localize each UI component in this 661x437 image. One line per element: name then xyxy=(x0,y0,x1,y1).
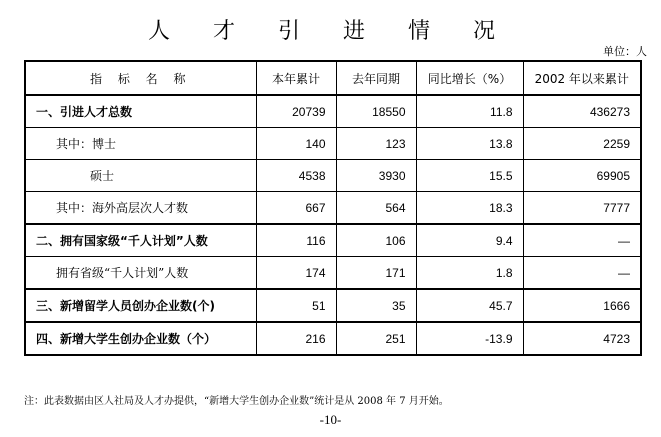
cell-growth: 11.8 xyxy=(416,95,523,128)
table-row xyxy=(25,224,641,257)
header-last-year: 去年同期 xyxy=(336,61,416,95)
header-growth: 同比增长（%） xyxy=(416,61,523,95)
cell-cumulative: 69905 xyxy=(523,160,641,192)
cell-current-year: 174 xyxy=(256,257,336,290)
cell-last-year: 251 xyxy=(336,322,416,355)
row-label: 二、拥有国家级“千人计划”人数 xyxy=(25,224,256,257)
page-title: 人 才 引 进 情 况 xyxy=(148,19,513,44)
cell-current-year: 20739 xyxy=(256,95,336,128)
row-label: 其中：海外高层次人才数 xyxy=(25,192,256,225)
cell-last-year: 106 xyxy=(336,224,416,257)
cell-current-year: 216 xyxy=(256,322,336,355)
cell-last-year: 35 xyxy=(336,289,416,322)
cell-growth: 18.3 xyxy=(416,192,523,225)
cell-growth: 1.8 xyxy=(416,257,523,290)
table-row xyxy=(25,160,641,192)
row-label: 四、新增大学生创办企业数（个） xyxy=(25,322,256,355)
cell-current-year: 140 xyxy=(256,128,336,160)
table-row xyxy=(25,257,641,290)
table-row xyxy=(25,95,641,128)
table-note: 注：此表数据由区人社局及人才办提供，“新增大学生创办企业数”统计是从 2008 年 7 月开始。 xyxy=(24,396,449,407)
cell-cumulative: 2259 xyxy=(523,128,641,160)
cell-growth: -13.9 xyxy=(416,322,523,355)
cell-last-year: 171 xyxy=(336,257,416,290)
cell-cumulative: — xyxy=(523,224,641,257)
table-row xyxy=(25,289,641,322)
cell-cumulative: — xyxy=(523,257,641,290)
row-label: 其中：博士 xyxy=(25,128,256,160)
cell-current-year: 116 xyxy=(256,224,336,257)
cell-last-year: 123 xyxy=(336,128,416,160)
talent-stats-table xyxy=(24,60,642,356)
table-row xyxy=(25,192,641,225)
cell-current-year: 667 xyxy=(256,192,336,225)
table-row xyxy=(25,322,641,355)
header-indicator: 指 标 名 称 xyxy=(25,61,256,95)
cell-growth: 13.8 xyxy=(416,128,523,160)
cell-last-year: 18550 xyxy=(336,95,416,128)
cell-current-year: 4538 xyxy=(256,160,336,192)
row-label: 拥有省级“千人计划”人数 xyxy=(25,257,256,290)
table-header-row xyxy=(25,61,641,95)
cell-last-year: 3930 xyxy=(336,160,416,192)
cell-last-year: 564 xyxy=(336,192,416,225)
page-number: -10- xyxy=(319,412,342,427)
unit-label: 单位：人 xyxy=(603,45,647,58)
cell-growth: 45.7 xyxy=(416,289,523,322)
cell-cumulative: 1666 xyxy=(523,289,641,322)
row-label: 一、引进人才总数 xyxy=(25,95,256,128)
cell-cumulative: 4723 xyxy=(523,322,641,355)
cell-current-year: 51 xyxy=(256,289,336,322)
cell-growth: 9.4 xyxy=(416,224,523,257)
row-label: 硕士 xyxy=(25,160,256,192)
header-cumulative: 2002 年以来累计 xyxy=(523,61,641,95)
cell-growth: 15.5 xyxy=(416,160,523,192)
header-current-year: 本年累计 xyxy=(256,61,336,95)
row-label: 三、新增留学人员创办企业数(个) xyxy=(25,289,256,322)
cell-cumulative: 436273 xyxy=(523,95,641,128)
table-row xyxy=(25,128,641,160)
cell-cumulative: 7777 xyxy=(523,192,641,225)
